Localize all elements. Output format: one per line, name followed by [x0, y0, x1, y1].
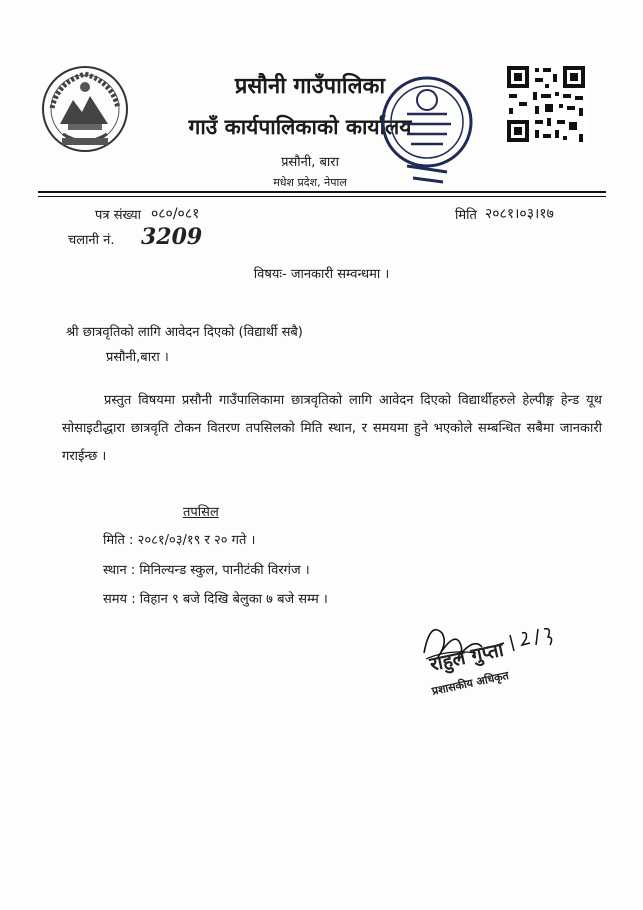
- dispatch-number-value: 3209: [141, 224, 203, 250]
- qr-code: [505, 64, 587, 144]
- details-date-row: मिति : २०८१/०३/१९ र २० गते ।: [103, 533, 256, 548]
- office-province: मधेश प्रदेश, नेपाल: [273, 176, 347, 189]
- signatory-name: राहुल गुप्ता: [427, 638, 506, 676]
- header-divider-thin: [38, 196, 606, 197]
- ref-number-label: पत्र संख्या: [95, 208, 141, 223]
- date-label: मिति: [455, 208, 477, 223]
- addressee-line-1: श्री छात्रवृतिको लागि आवेदन दिएको (विद्यार्थी सबै): [66, 325, 303, 340]
- details-time-row: समय : विहान ९ बजे दिखि बेलुका ७ बजे सम्म ।: [103, 592, 328, 607]
- dispatch-number-label: चलानी नं.: [68, 233, 115, 248]
- office-location: प्रसौनी, बारा: [281, 155, 339, 170]
- details-place-row: स्थान : मिनिल्यन्ड स्कुल, पानीटंकी विरगंज ।: [103, 563, 310, 578]
- details-heading: तपसिल: [183, 505, 219, 520]
- official-seal-stamp: [373, 70, 481, 188]
- ref-number-value: ०८०/०८१: [151, 206, 200, 222]
- office-subtitle: गाउँ कार्यपालिकाको कार्यालय: [188, 115, 412, 139]
- header-divider: [38, 191, 606, 193]
- signatory-title: प्रशासकीय अधिकृत: [430, 668, 510, 698]
- office-title: प्रसौनी गाउँपालिका: [234, 74, 386, 99]
- date-value: २०८१।०३।१७: [485, 206, 554, 222]
- nepal-emblem-logo: [38, 62, 133, 154]
- addressee-line-2: प्रसौनी,बारा ।: [106, 350, 169, 365]
- letter-subject: विषयः- जानकारी सम्वन्धमा ।: [253, 267, 390, 282]
- letter-body: प्रस्तुत विषयमा प्रसौनी गाउँपालिकामा छात्रवृतिको लागि आवेदन दिएको विद्यार्थीहरुले हेल्पीङ्ग हेन्ड यूथ सोसाइटीद्धारा छात्रवृति टोकन वितरण तपसिलको मिति स्थान, र समयमा हुने भएकोले सम्बन्धित सबैमा जानकारी गराईन्छ ।: [62, 393, 602, 464]
